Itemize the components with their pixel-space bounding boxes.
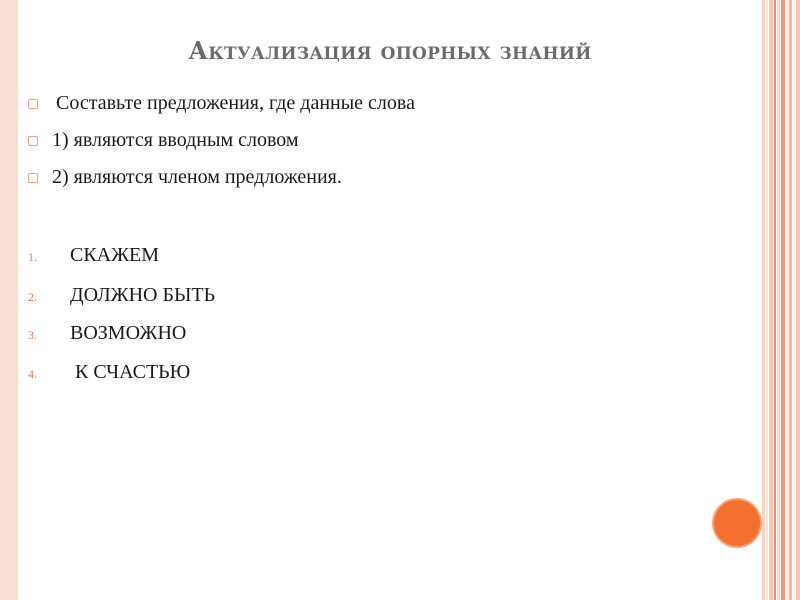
bullet-text: Составьте предложения, где данные слова (56, 92, 415, 114)
numbered-item (28, 361, 190, 384)
numbered-item (28, 284, 215, 307)
bullet-item (28, 92, 415, 115)
bullet-item (28, 166, 342, 189)
numbered-item (28, 244, 159, 267)
left-decorative-strip (0, 0, 18, 600)
square-bullet-icon (28, 173, 38, 183)
bullet-item (28, 129, 299, 152)
numbered-text: ДОЛЖНО БЫТЬ (70, 284, 216, 306)
list-number: 2. (28, 290, 37, 304)
bullet-text: 1) являются вводным словом (52, 129, 299, 151)
numbered-text: К СЧАСТЬЮ (70, 361, 191, 383)
slide-title: Актуализация опорных знаний (188, 36, 592, 65)
square-bullet-icon (28, 99, 38, 109)
right-decorative-stripes (762, 0, 800, 600)
bullet-text: 2) являются членом предложения. (52, 166, 342, 188)
list-number: 1. (28, 250, 37, 264)
list-number: 4. (28, 367, 37, 381)
decorative-orange-circle (714, 500, 760, 546)
numbered-item (28, 322, 186, 345)
numbered-text: ВОЗМОЖНО (70, 322, 187, 344)
numbered-text: СКАЖЕМ (70, 244, 160, 266)
list-number: 3. (28, 328, 37, 342)
square-bullet-icon (28, 136, 38, 146)
